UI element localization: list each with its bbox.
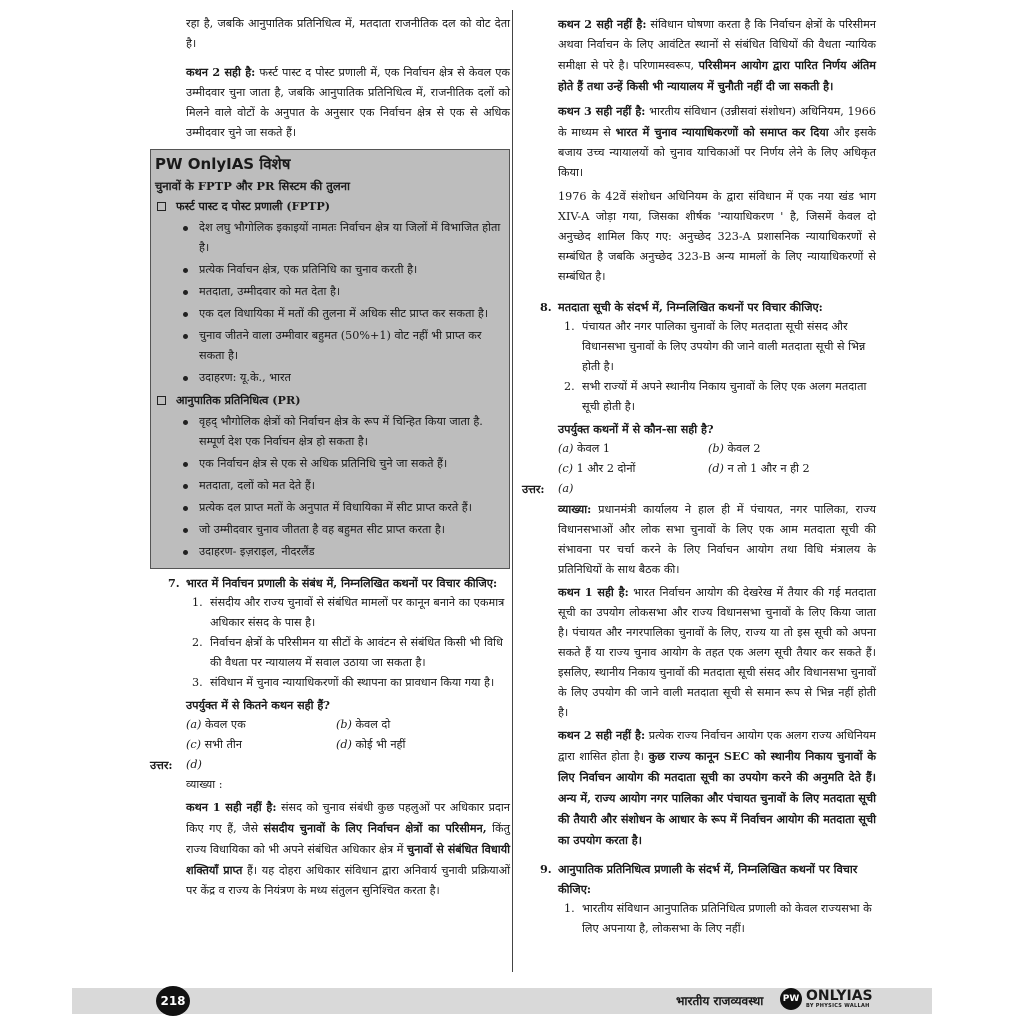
checkbox-icon [157, 396, 166, 405]
list-item: प्रत्येक निर्वाचन क्षेत्र, एक प्रतिनिधि का चुनाव करती है। [155, 260, 505, 280]
question-8: 8. मतदाता सूची के संदर्भ में, निम्नलिखित कथनों पर विचार कीजिए: [540, 300, 823, 314]
list-item: प्रत्येक दल प्राप्त मतों के अनुपात में विधायिका में सीट प्राप्त करते हैं। [155, 498, 505, 518]
right-kathan-3: कथन 3 सही नहीं है: भारतीय संविधान (उन्नीसवां संशोधन) अधिनियम, 1966 के माध्यम से भारत में चुनाव न्यायाधिकरणों को समाप्त कर दिया और इसके बजाय उच्च न्यायालयों को चुनाव याचिकाओं पर निर्णय लेने के लिए अधिकृत किया। [558, 104, 877, 179]
column-divider [512, 10, 513, 972]
option-d: (d) न तो 1 और न ही 2 [708, 462, 810, 475]
box-title: PW OnlyIAS विशेष [155, 155, 291, 173]
option-c: (c) 1 और 2 दोनों [558, 462, 636, 475]
list-item: 2. निर्वाचन क्षेत्रों के परिसीमन या सीटों के आवंटन से संबंधित किसी भी विधि की वैधता पर न्यायालय में सवाल उठाया जा सकता है। [192, 636, 503, 669]
list-item: मतदाता, दलों को मत देते हैं। [155, 476, 505, 496]
left-column [150, 0, 510, 901]
list-item: वृहद् भौगोलिक क्षेत्रों को निर्वाचन क्षेत्र के रूप में चिन्हित किया जाता है. सम्पूर्ण देश एक निर्वाचन क्षेत्र हो सकता है। [155, 412, 505, 452]
option-b: (b) केवल दो [336, 718, 391, 731]
q8-kathan-1: कथन 1 सही है: भारत निर्वाचन आयोग की देखरेख में तैयार की गई मतदाता सूची का उपयोग लोकसभा और राज्य विधानसभा चुनावों के लिए किया जाता है। पंचायत और नगरपालिका चुनावों के लिए, राज्य या तो इस सूची को अपना सकते हैं या राज्य चुनाव आयोग के तहत एक अलग सूची तैयार कर सकते हैं। इसलिए, स्थानीय निकाय चुनावों की मतदाता सूची संसद और विधानसभा चुनावों के लिए उपयोग की जाने वाली मतदाता सूची से समान रूप से भिन्न नहीं होती है। [558, 585, 877, 719]
question-7: 7. भारत में निर्वाचन प्रणाली के संबंध में, निम्नलिखित कथनों पर विचार कीजिए: [168, 576, 498, 590]
list-item: मतदाता, उम्मीदवार को मत देता है। [155, 282, 505, 302]
list-item: उदाहरण- इज़राइल, नीदरलैंड [155, 542, 505, 562]
q9-statements [564, 899, 876, 939]
right-kathan-2: कथन 2 सही नहीं है: संविधान घोषणा करता है कि निर्वाचन क्षेत्रों के परिसीमन अथवा निर्वाचन के लिए आवंटित स्थानों से संबंधित विधियों की वैधता न्यायिक समीक्षा से परे है। परिणामस्वरूप, परिसीमन आयोग द्वारा पारित निर्णय अंतिम होते हैं तथा उन्हें किसी भी न्यायालय में चुनौती नहीं दी जा सकती है। [558, 17, 876, 93]
right-column [522, 0, 877, 939]
onlyias-logo [780, 988, 873, 1010]
q8-vyakhya: व्याख्या: प्रधानमंत्री कार्यालय ने हाल ही में पंचायत, नगर पालिका, राज्य विधानसभाओं और लोक सभा चुनावों के लिए एक आम मतदाता सूची की संभावना पर चर्चा करने के लिए निर्वाचन आयोग तथा विधि मंत्रालय के प्रतिनिधियों के साथ बैठक की। [558, 502, 876, 576]
option-a: (a) केवल 1 [558, 442, 611, 455]
list-item: देश लघु भौगोलिक इकाइयों नामतः निर्वाचन क्षेत्र या जिलों में विभाजित होता है। [155, 218, 505, 258]
logo-text: ONLYIAS [806, 988, 873, 1004]
list-item: 3. संविधान में चुनाव न्यायाधिकरणों की स्थापना का प्रावधान किया गया है। [192, 676, 495, 689]
q8-answer: उत्तर: (a) [522, 482, 574, 496]
list-item: चुनाव जीतने वाला उम्मीवार बहुमत (50%+1) वोट नहीं भी प्राप्त कर सकता है। [155, 326, 505, 366]
box-subtitle: चुनावों के FPTP और PR सिस्टम की तुलना [155, 179, 351, 193]
q7-kathan-1: कथन 1 सही नहीं है: संसद को चुनाव संबंधी कुछ पहलुओं पर अधिकार प्रदान किए गए हैं, जैसे संसदीय चुनावों के लिए निर्वाचन क्षेत्रों का परिसीमन, किंतु राज्य विधायिका को भी अपने संबंधित अधिकार क्षेत्र में चुनावों से संबंधित विधायी शक्तियाँ प्राप्त हैं। यह दोहरा अधिकार संविधान द्वारा अनिवार्य चुनावी प्रक्रियाओं पर केंद्र व राज्य के नियंत्रण के मध्य संतुलन सुनिश्चित करता है। [186, 800, 510, 897]
option-a: (a) केवल एक [186, 718, 246, 731]
q8-options [558, 439, 876, 479]
list-item: उदाहरण: यू.के., भारत [155, 368, 505, 388]
book-title: भारतीय राजव्यवस्था [676, 994, 764, 1008]
q7-prompt: उपर्युक्त में से कितने कथन सही हैं? [186, 698, 330, 712]
pw-logo-icon: PW [780, 988, 802, 1010]
list-item: 1. पंचायत और नगर पालिका चुनावों के लिए मतदाता सूची संसद और विधानसभा चुनावों के लिए उपयोग की जाने वाली मतदाता सूची से भिन्न होती है। [564, 320, 866, 373]
q7-vyakhya: व्याख्या : [186, 778, 223, 791]
q8-prompt: उपर्युक्त कथनों में से कौन-सा सही है? [558, 422, 714, 436]
list-item: 2. सभी राज्यों में अपने स्थानीय निकाय चुनावों के लिए एक अलग मतदाता सूची होती है। [564, 380, 867, 413]
amendment-42: 1976 के 42वें संशोधन अधिनियम के द्वारा संविधान में एक नया खंड भाग XIV-A जोड़ा गया, जिसका शीर्षक 'न्यायाधिकरण ' है, जिसमें केवल दो अनुच्छेद शामिल किए गए: अनुच्छेद 323-A प्रशासनिक न्यायाधिकरणों से सम्बंधित है जबकि अनुच्छेद 323-B अन्य मामलों के लिए न्यायाधिकरणों से सम्बंधित है। [558, 190, 876, 283]
pw-onlyias-box [150, 149, 510, 569]
q7-options [186, 715, 510, 755]
option-d: (d) कोई भी नहीं [336, 738, 406, 751]
list-item: एक निर्वाचन क्षेत्र से एक से अधिक प्रतिनिधि चुने जा सकते हैं। [155, 454, 505, 474]
list-item: 1. भारतीय संविधान आनुपातिक प्रतिनिधित्व प्रणाली को केवल राज्यसभा के लिए अपनाया है, लोकसभा के लिए नहीं। [564, 902, 872, 935]
q8-kathan-2: कथन 2 सही नहीं है: प्रत्येक राज्य निर्वाचन आयोग एक अलग राज्य अधिनियम द्वारा शासित होता है। कुछ राज्य कानून SEC को स्थानीय निकाय चुनावों के लिए निर्वाचन आयोग की मतदाता सूची का उपयोग करने की अनुमति देते हैं। अन्य में, राज्य आयोग नगर पालिका और पंचायत चुनावों के लिए मतदाता सूची की तैयारी और संशोधन के आधार के रूप में निर्वाचन आयोग की मतदाता सूची का उपयोग करता है। [558, 728, 876, 847]
list-item: एक दल विधायिका में मतों की तुलना में अधिक सीट प्राप्त कर सकता है। [155, 304, 505, 324]
option-c: (c) सभी तीन [186, 738, 242, 751]
q8-statements [564, 317, 876, 417]
left-kathan-2: कथन 2 सही है: फर्स्ट पास्ट द पोस्ट प्रणाली में, एक निर्वाचन क्षेत्र से केवल एक उम्मीदवार चुना जाता है, जबकि आनुपातिक प्रतिनिधित्व में, राजनीतिक दलों को मिलने वाले वोटों के अनुपात के अनुसार एक निर्वाचन क्षेत्र से एक से अधिक उम्मीदवार चुने जा सकते हैं। [186, 65, 510, 139]
fptp-heading: फर्स्ट पास्ट द पोस्ट प्रणाली (FPTP) [155, 196, 505, 216]
pr-list [155, 412, 505, 562]
list-item: जो उम्मीदवार चुनाव जीतता है वह बहुमत सीट प्राप्त करता है। [155, 520, 505, 540]
pr-heading: आनुपातिक प्रतिनिधित्व (PR) [155, 390, 505, 410]
option-b: (b) केवल 2 [708, 442, 761, 455]
question-9: 9. आनुपातिक प्रतिनिधित्व प्रणाली के संदर्भ में, निम्नलिखित कथनों पर विचार कीजिए: [540, 862, 858, 896]
q7-answer: उत्तर: (d) [150, 758, 202, 772]
fptp-list [155, 218, 505, 388]
logo-subtext: BY PHYSICS WALLAH [806, 1003, 870, 1009]
checkbox-icon [157, 202, 166, 211]
list-item: 1. संसदीय और राज्य चुनावों से संबंधित मामलों पर कानून बनाने का एकमात्र अधिकार संसद के पास है। [192, 596, 505, 629]
page-number: 218 [156, 986, 190, 1016]
q7-statements [192, 593, 510, 693]
intro-tail: रहा है, जबकि आनुपातिक प्रतिनिधित्व में, मतदाता राजनीतिक दल को वोट देता है। [186, 17, 510, 50]
